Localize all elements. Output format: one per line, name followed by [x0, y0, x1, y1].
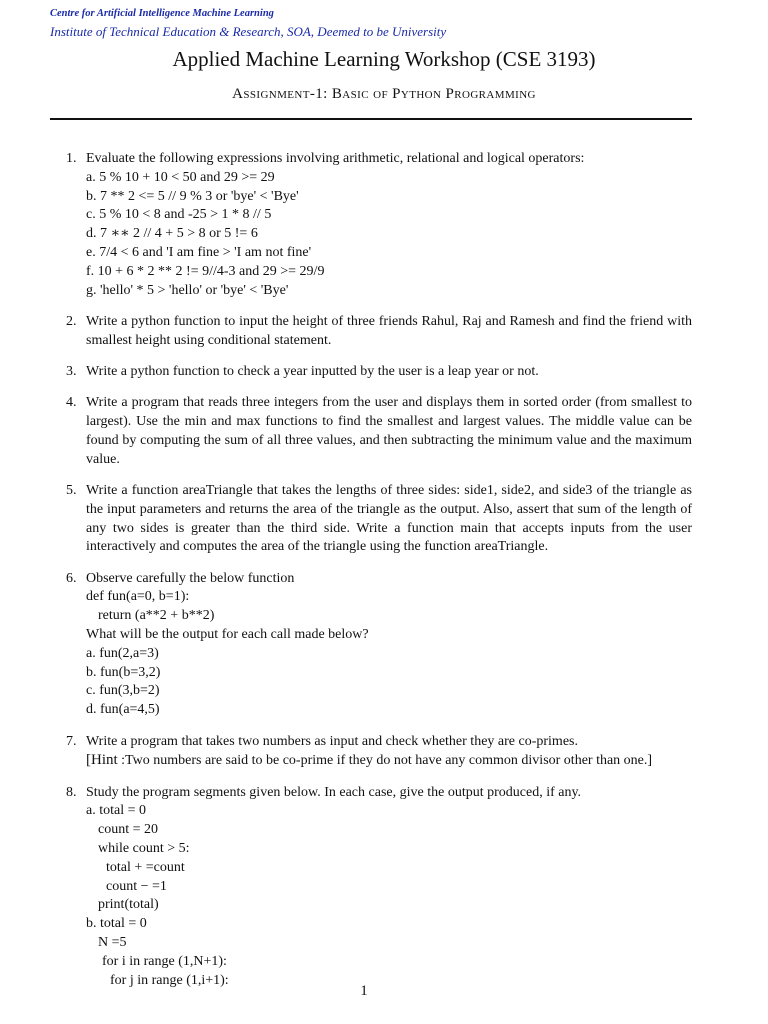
- expression-item: e. 7/4 < 6 and 'I am fine > 'I am not fine': [86, 244, 312, 260]
- code-line: for i in range (1,N+1):: [102, 953, 227, 969]
- question-text: Observe carefully the below function: [86, 570, 295, 586]
- code-line: N =5: [98, 934, 127, 950]
- expression-item: g. 'hello' * 5 > 'hello' or 'bye' < 'Bye': [86, 282, 289, 298]
- question-number: 6.: [66, 570, 77, 586]
- question-text: Write a python function to input the height of three friends Rahul, Raj and Ramesh and find the friend with smallest height using conditional statement.: [86, 313, 692, 348]
- code-line: count = 20: [98, 822, 158, 838]
- code-line: count − =1: [106, 878, 167, 894]
- code-line: a. total = 0: [86, 803, 146, 819]
- document-title: Applied Machine Learning Workshop (CSE 3193): [172, 47, 596, 71]
- hint-text: :Two numbers are said to be co-prime if they do not have any common divisor other than one.]: [117, 753, 653, 769]
- code-line: while count > 5:: [98, 841, 190, 856]
- question-5: [58, 482, 692, 557]
- hint-label: Hint: [91, 752, 118, 769]
- question-text: Study the program segments given below. In each case, give the output produced, if any.: [86, 784, 582, 800]
- question-2: [58, 313, 692, 351]
- title-divider: [50, 118, 692, 120]
- question-3: [58, 363, 692, 382]
- question-text: Write a function areaTriangle that takes the lengths of three sides: side1, side2, and side3 of the triangle as the input parameters and returns the area of the triangle as the output. Also, assert that sum of the length of any two sides is greater than the third side. Write a function main that accepts inputs from the user interactively and computes the area of the triangle using the function areaTriangle.: [86, 482, 692, 555]
- question-text: Write a python function to check a year inputted by the user is a leap year or not.: [86, 363, 539, 379]
- expression-item: b. 7 ** 2 <= 5 // 9 % 3 or 'bye' < 'Bye': [86, 188, 299, 204]
- page-number: 1: [360, 983, 368, 999]
- call-item: a. fun(2,a=3): [86, 645, 159, 661]
- question-4: [58, 394, 692, 469]
- question-text: Evaluate the following expressions involving arithmetic, relational and logical operators:: [86, 151, 585, 166]
- question-number: 7.: [66, 733, 77, 749]
- code-line: for j in range (1,i+1):: [110, 972, 229, 988]
- call-item: b. fun(b=3,2): [86, 664, 161, 680]
- hint-bracket: [: [86, 752, 91, 769]
- code-line: print(total): [98, 897, 159, 913]
- question-number: 8.: [66, 784, 77, 800]
- question-text: Write a program that takes two numbers as input and check whether they are co-primes.: [86, 733, 578, 749]
- question-1: [58, 150, 692, 300]
- question-number: 5.: [66, 482, 77, 498]
- question-number: 2.: [66, 313, 77, 329]
- question-list: [58, 150, 692, 1003]
- expression-item: c. 5 % 10 < 8 and -25 > 1 * 8 // 5: [86, 207, 272, 223]
- question-text: Write a program that reads three integers from the user and displays them in sorted order (from smallest to largest). Use the min and max functions to find the smallest and largest values. The middle value can be found by computing the sum of all three values, and then subtracting the minimum value and the maximum value.: [86, 395, 692, 467]
- question-7: [58, 733, 692, 772]
- question-number: 1.: [66, 151, 77, 166]
- expression-item: d. 7 ∗∗ 2 // 4 + 5 > 8 or 5 != 6: [86, 226, 258, 242]
- code-line: def fun(a=0, b=1):: [86, 589, 190, 605]
- expression-item: a. 5 % 10 + 10 < 50 and 29 >= 29: [86, 169, 275, 185]
- call-item: c. fun(3,b=2): [86, 683, 160, 699]
- hint-line: [86, 751, 692, 771]
- question-8: [58, 784, 692, 991]
- assignment-subtitle: Assignment-1: Basic of Python Programming: [232, 86, 536, 102]
- header-centre-name: Centre for Artificial Intelligence Machine Learning: [50, 8, 274, 19]
- question-prompt: What will be the output for each call made below?: [86, 627, 369, 643]
- code-line: return (a**2 + b**2): [98, 608, 215, 624]
- question-number: 3.: [66, 363, 77, 379]
- question-6: [58, 570, 692, 720]
- code-line: total + =count: [106, 859, 185, 875]
- expression-item: f. 10 + 6 * 2 ** 2 != 9//4-3 and 29 >= 29/9: [86, 263, 325, 279]
- code-line: b. total = 0: [86, 916, 147, 932]
- call-item: d. fun(a=4,5): [86, 702, 160, 718]
- header-institute-name: Institute of Technical Education & Research, SOA, Deemed to be University: [50, 24, 447, 39]
- question-number: 4.: [66, 395, 77, 411]
